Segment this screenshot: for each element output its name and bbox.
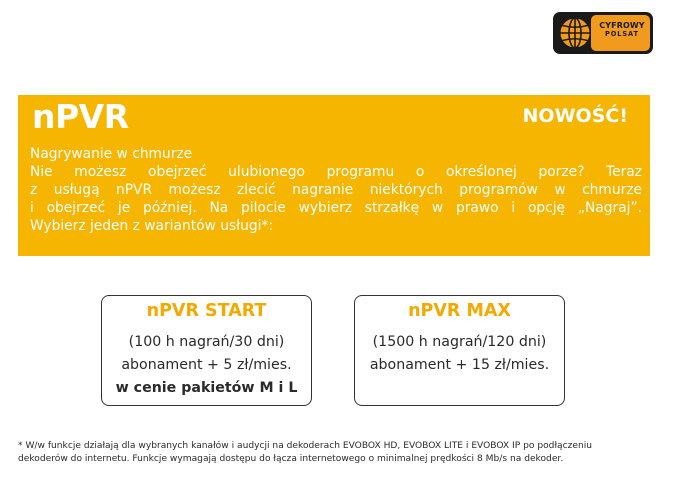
plan-capacity: (1500 h nagrań/120 dni) bbox=[372, 334, 547, 350]
plan-title: nPVR MAX bbox=[408, 301, 511, 321]
plan-capacity: (100 h nagrań/30 dni) bbox=[128, 334, 285, 350]
banner-line: Nie możesz obejrzeć ulubionego programu o określonej porze? Teraz bbox=[30, 164, 642, 180]
banner-line: z usługą nPVR możesz zlecić nagranie niektórych programów w chmurze bbox=[30, 182, 642, 198]
banner-title: nPVR bbox=[32, 97, 129, 136]
logo-line-2: POLSAT bbox=[605, 30, 639, 38]
footnote-line: dekoderów do internetu. Funkcje wymagają dostępu do łącza internetowego o minimalnej prędkości 8 Mb/s na dekoder. bbox=[18, 453, 564, 464]
logo-text bbox=[594, 22, 650, 38]
plan-price: abonament + 5 zł/mies. bbox=[121, 357, 292, 373]
footnote bbox=[18, 440, 658, 465]
banner-subtitle: Nagrywanie w chmurze bbox=[30, 146, 193, 162]
plan-card-npvr-start bbox=[101, 295, 312, 406]
plan-included-note: w cenie pakietów M i L bbox=[115, 380, 298, 396]
banner-line: Wybierz jeden z wariantów usługi*: bbox=[30, 218, 273, 234]
globe-icon bbox=[557, 15, 593, 51]
new-badge: NOWOŚĆ! bbox=[522, 105, 628, 127]
footnote-line: * W/w funkcje działają dla wybranych kanałów i audycji na dekoderach EVOBOX HD, EVOBOX LITE i EVOBOX IP po podłączeniu bbox=[18, 441, 593, 451]
plan-card-npvr-max bbox=[354, 295, 565, 406]
logo-line-1: CYFROWY bbox=[599, 21, 645, 30]
npvr-banner bbox=[18, 95, 650, 256]
banner-description bbox=[30, 145, 642, 235]
banner-line: i obejrzeć je później. Na pilocie wybierz strzałkę w prawo i opcję „Nagraj”. bbox=[30, 200, 642, 216]
plan-title: nPVR START bbox=[146, 301, 267, 321]
plan-price: abonament + 15 zł/mies. bbox=[369, 357, 550, 373]
